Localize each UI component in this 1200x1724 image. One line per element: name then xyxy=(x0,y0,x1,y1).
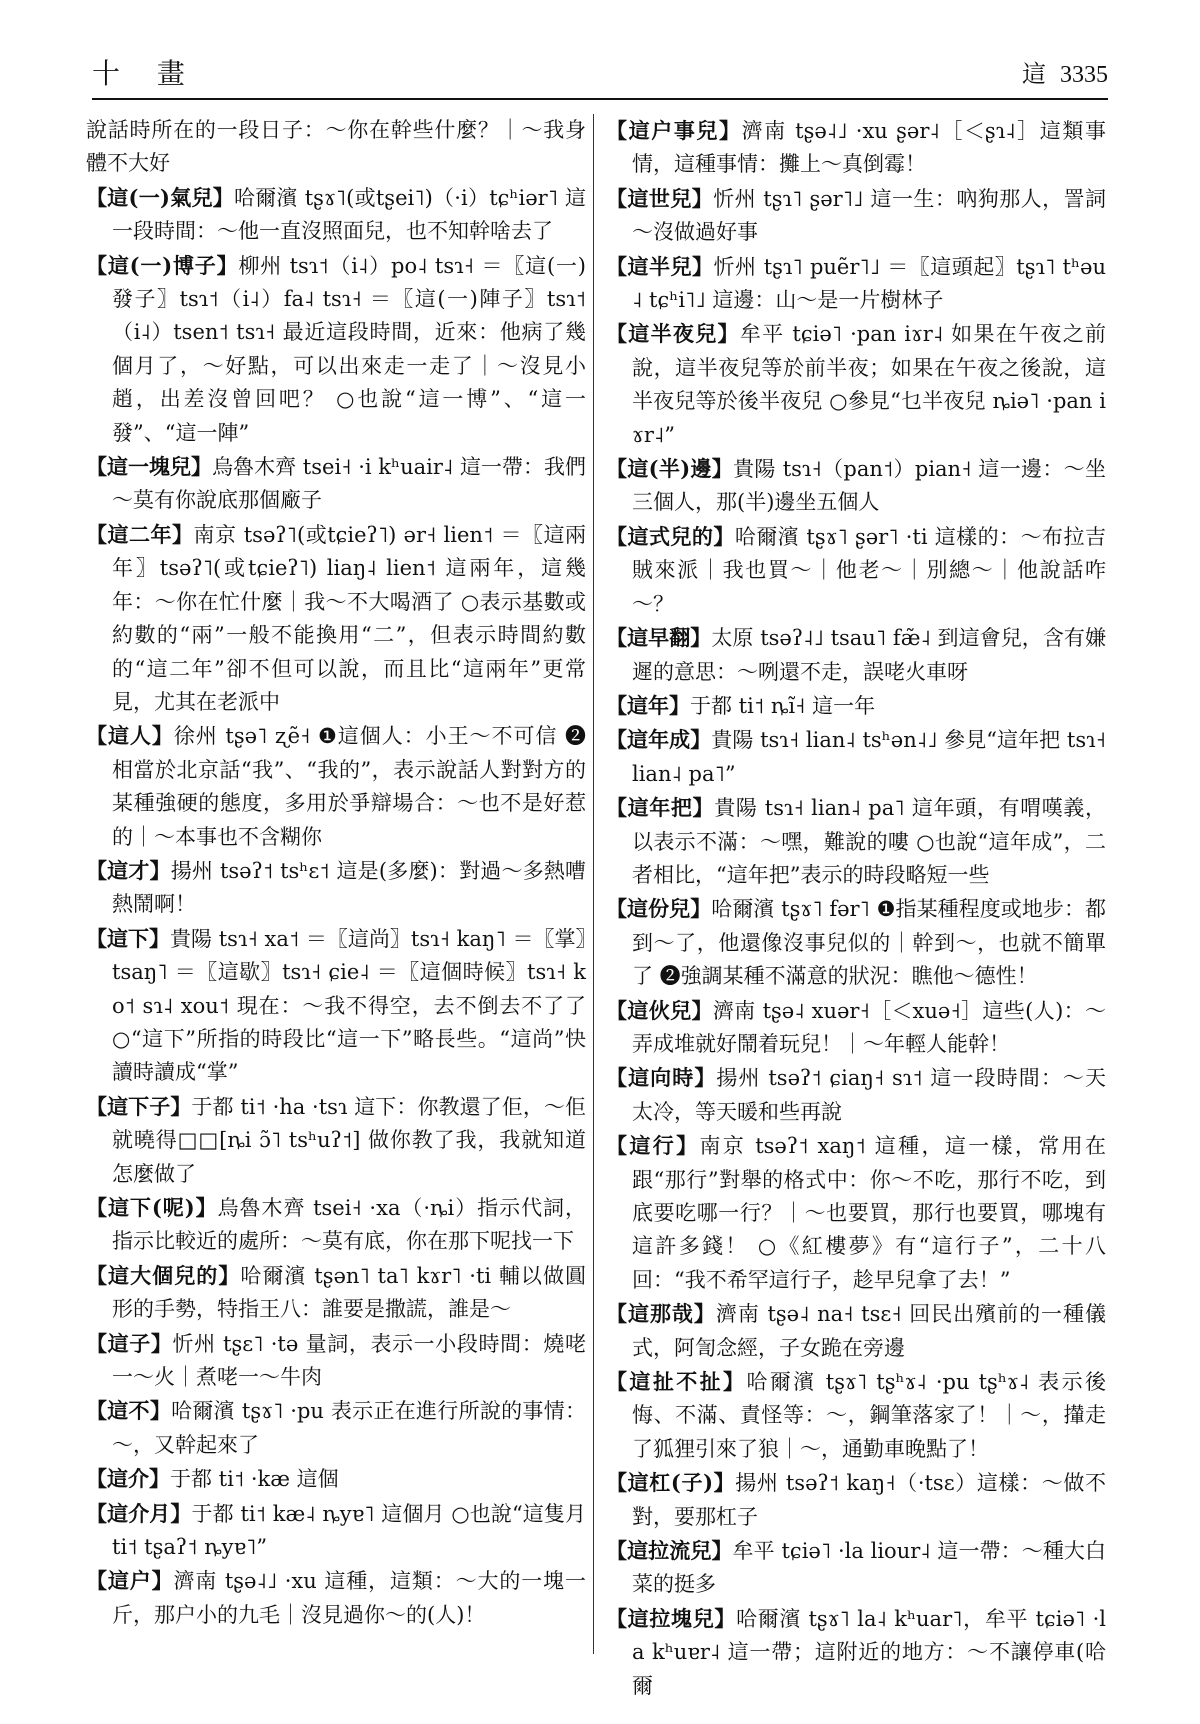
dictionary-entry xyxy=(86,1259,586,1327)
entry-headword: 【這下子】 xyxy=(86,1093,192,1119)
dictionary-entry xyxy=(606,892,1106,993)
dictionary-entry xyxy=(86,854,586,922)
dictionary-entry xyxy=(86,114,586,181)
dictionary-entry xyxy=(86,1090,586,1191)
entry-definition: 哈爾濱 tʂɤ˥ fər˥ ❶指某種程度或地步：都到～了，他還像沒事兒似的｜幹到～，也就不簡單了 ❷強調某種不滿意的狀況：瞧他～德性！ xyxy=(632,897,1107,989)
dictionary-entry xyxy=(86,1191,586,1259)
dictionary-entry xyxy=(606,1466,1106,1534)
dictionary-entry xyxy=(606,1129,1106,1297)
entry-headword: 【這年成】 xyxy=(606,727,712,753)
dictionary-entry xyxy=(606,250,1106,318)
entry-headword: 【這向時】 xyxy=(606,1065,717,1091)
entry-headword: 【這才】 xyxy=(86,857,171,883)
entry-headword: 【這世兒】 xyxy=(606,185,714,211)
dictionary-entry xyxy=(606,182,1106,250)
entry-definition: 濟南 tʂə˨˩ ·xu ʂər˨［＜ʂɿ˨］這類事情，這種事情：攤上～真倒霉！ xyxy=(632,119,1107,177)
entry-definition: 哈爾濱 tʂɤ˥(或tʂei˥)（·i）tɕʰiər˥ 這一段時間：～他一直沒照面兒，也不知幹啥去了 xyxy=(112,185,586,244)
entry-headword: 【這介】 xyxy=(86,1466,170,1492)
dictionary-entry xyxy=(606,520,1106,621)
entry-definition: 哈爾濱 tʂən˥ ta˥ kɤr˥ ·ti 輔以做圓形的手勢，特指王八：誰要是撒謊，誰是～ xyxy=(112,1263,587,1322)
dictionary-entry xyxy=(86,249,586,450)
entry-definition: 濟南 tʂə˨ na˧ tsɛ˧ 回民出殯前的一種儀式，阿訇念經，子女跪在旁邊 xyxy=(632,1302,1106,1360)
dictionary-entry xyxy=(86,1327,586,1395)
entry-definition: 烏魯木齊 tsei˧ ·xa（·ȵi）指示代詞，指示比較近的處所：～莫有底，你在那下呢找一下 xyxy=(112,1196,586,1254)
entry-definition: 柳州 tsɿ˦（i˨）po˨ tsɿ˧ ＝〖這(一)發子〗tsɿ˦（i˨）fa˨ tsɿ˧ ＝〖這(一)陣子〗tsɿ˦（i˨）tsen˦ tsɿ˧ 最近這段時間，近來：他病了幾個月了，～好點，可以出來走一走了｜～沒見小趙，出差沒曾回吧？ ○也說“這一博”、“這一發”、“這一陣” xyxy=(112,253,586,445)
headword-character: 這 xyxy=(1022,60,1046,88)
entry-headword: 【這大個兒的】 xyxy=(86,1262,241,1288)
entry-headword: 【這一塊兒】 xyxy=(86,454,213,480)
entry-definition: 哈爾濱 tʂɤ˥ tʂʰɤ˨ ·pu tʂʰɤ˨ 表示後悔、不滿、責怪等：～，鋼筆落家了！｜～，攆走了狐狸引來了狼｜～，通勤車晚點了！ xyxy=(632,1370,1107,1461)
entry-headword: 【這(一)博子】 xyxy=(86,252,239,278)
entry-headword: 【這扯不扯】 xyxy=(606,1369,747,1395)
entry-headword: 【這二年】 xyxy=(86,521,194,547)
entry-headword: 【這(半)邊】 xyxy=(606,456,734,482)
entry-headword: 【這不】 xyxy=(86,1398,172,1424)
entry-definition: 忻州 tʂɿ˥ ʂər˥˩ 這一生：吶狗那人，詈詞～沒做過好事 xyxy=(632,186,1106,245)
dictionary-entry xyxy=(606,689,1106,723)
dictionary-entry xyxy=(86,450,586,518)
entry-headword: 【這杠(子)】 xyxy=(606,1470,736,1496)
entry-definition: 太原 tsəʔ˨˩ tsau˥ fæ̃˨ 到這會兒，含有嫌遲的意思：～咧還不走，誤咾火車呀 xyxy=(632,626,1107,684)
entry-definition: 貴陽 tsɿ˧ lian˨ pa˥ 這年頭，有喟嘆義，以表示不滿：～嘿，難說的嘍 ○也說“這年成”，二者相比，“這年把”表示的時段略短一些 xyxy=(632,796,1107,887)
entry-definition: 貴陽 tsɿ˧ lian˨ tsʰən˨˩ 參見“這年把 tsɿ˧ lian˨ pa˥” xyxy=(632,728,1106,786)
entry-definition: 貴陽 tsɿ˧ xa˦ ＝〖這尚〗tsɿ˧ kaŋ˥ ＝〖掌〗tsaŋ˥ ＝〖這歇〗tsɿ˧ ɕie˨ ＝〖這個時候〗tsɿ˧ ko˦ sɿ˨ xou˦ 現在：～我不得空，去不倒去不了了 ○“這下”所指的時段比“這一下”略長些。“這尚”快讀時讀成“掌” xyxy=(112,926,586,1085)
left-column xyxy=(86,114,586,1632)
dictionary-entry xyxy=(86,1497,586,1565)
entry-headword: 【這户】 xyxy=(86,1568,174,1594)
entry-definition: 于都 ti˦ ·ha ·tsɿ 這下：你教還了佢，～佢就曉得□□[ȵi ɔ̃˥ tsʰuʔ˦] 做你教了我，我就知道怎麼做了 xyxy=(112,1094,586,1186)
entry-headword: 【這介月】 xyxy=(86,1500,192,1526)
entry-definition: 牟平 tɕiə˥ ·la liour˨ 這一帶：～種大白菜的挺多 xyxy=(632,1539,1107,1597)
entry-definition: 貴陽 tsɿ˧（pan˦）pian˧ 這一邊：～坐三個人，那(半)邊坐五個人 xyxy=(632,457,1106,515)
running-head xyxy=(1022,54,1108,89)
entry-definition: 揚州 tsəʔ˦ kaŋ˧（·tsɛ）這樣：～做不對，要那杠子 xyxy=(632,1471,1106,1529)
entry-definition: 忻州 tʂɛ˥ ·tə 量詞，表示一小段時間：燒咾一～火｜煮咾一～牛肉 xyxy=(112,1331,587,1390)
entry-headword: 【這拉塊兒】 xyxy=(606,1605,737,1631)
entry-headword: 【這份兒】 xyxy=(606,896,712,922)
entry-headword: 【這下】 xyxy=(86,925,171,951)
entry-headword: 【這式兒的】 xyxy=(606,523,735,549)
entry-headword: 【這那哉】 xyxy=(606,1301,716,1327)
dictionary-entry xyxy=(86,1462,586,1496)
entry-definition: 哈爾濱 tʂɤ˥ la˨ kʰuar˥，牟平 tɕiə˥ ·la kʰuɐr˨ 這一帶；這附近的地方：～不讓停車(哈爾 xyxy=(632,1606,1106,1698)
entry-headword: 【這人】 xyxy=(86,723,174,749)
entry-definition: 揚州 tsəʔ˦ tsʰɛ˦ 這是(多麼)：對過～多熱嘈熱鬧啊！ xyxy=(112,858,587,917)
entry-headword: 【這下(呢)】 xyxy=(86,1195,218,1220)
entry-definition: 濟南 tʂə˨ xuər˧［＜xuə˧］這些(人)：～弄成堆就好鬧着玩兒！｜～年輕人能幹！ xyxy=(632,998,1106,1056)
entry-definition: 于都 ti˦ ȵĩ˧ 這一年 xyxy=(690,693,876,718)
entry-definition: 烏魯木齊 tsei˧ ·i kʰuair˨ 這一帶：我們～莫有你說底那個廠子 xyxy=(112,455,587,513)
entry-definition: 哈爾濱 tʂɤ˥ ·pu 表示正在進行所說的事情：～，又幹起來了 xyxy=(112,1399,586,1457)
dictionary-entry xyxy=(86,1394,586,1462)
dictionary-entry xyxy=(606,994,1106,1062)
dictionary-entry xyxy=(606,1365,1106,1466)
entry-headword: 【這(一)氣兒】 xyxy=(86,184,234,210)
dictionary-entry xyxy=(606,317,1106,452)
entry-headword: 【這子】 xyxy=(86,1330,173,1356)
dictionary-entry xyxy=(606,723,1106,791)
entry-definition: 哈爾濱 tʂɤ˥ ʂər˥ ·ti 這樣的：～布拉吉賊來派｜我也買～｜他老～｜別總～｜他說話咋～？ xyxy=(632,524,1107,616)
dictionary-entry xyxy=(86,181,586,249)
right-column xyxy=(606,114,1106,1703)
entry-headword: 【這年把】 xyxy=(606,795,715,821)
dictionary-entry xyxy=(86,922,586,1090)
entry-definition: 南京 tsəʔ˦ xaŋ˦ 這種，這一樣，常用在跟“那行”對舉的格式中：你～不吃，那行不吃，到底要吃哪一行？｜～也要買，那行也要買，哪塊有這許多錢！ ○《紅樓夢》有“這行子”，二十八回：“我不希罕這行子，趁早兒拿了去！” xyxy=(632,1134,1106,1292)
dictionary-entry xyxy=(86,518,586,719)
entry-headword: 【這户事兒】 xyxy=(606,118,742,143)
dictionary-entry xyxy=(606,1602,1106,1703)
page-number: 3335 xyxy=(1060,62,1108,88)
column-divider xyxy=(593,114,594,1654)
entry-headword: 【這伙兒】 xyxy=(606,997,713,1023)
dictionary-entry xyxy=(606,452,1106,520)
section-title: 十 畫 xyxy=(92,57,199,90)
entry-headword: 【這半夜兒】 xyxy=(606,321,740,347)
entry-definition: 于都 ti˦ ·kæ 這個 xyxy=(170,1467,339,1492)
entry-definition: 濟南 tʂə˨˩ ·xu 這種，這類：～大的一塊一斤，那户小的九毛｜沒見過你～的(人)！ xyxy=(112,1569,586,1627)
entry-definition: 徐州 tʂə˥ ʐẽ˧ ❶這個人：小王～不可信 ❷相當於北京話“我”、“我的”，表示說話人對對方的某種強硬的態度，多用於爭辯場合：～也不是好惹的｜～本事也不含糊你 xyxy=(112,724,586,849)
entry-definition: 忻州 tʂɿ˥ puẽr˥˩ ＝〖這頭起〗tʂɿ˥ tʰəu˨ tɕʰi˥˩ 這邊：山～是一片樹林子 xyxy=(632,254,1107,313)
dictionary-entry xyxy=(86,719,586,854)
entry-definition: 牟平 tɕiə˥ ·pan iɤr˨ 如果在午夜之前說，這半夜兒等於前半夜；如果在午夜之後說，這半夜兒等於後半夜兒 ○參見“乜半夜兒 ȵiə˥ ·pan iɤr˨” xyxy=(632,322,1106,447)
entry-headword: 【這行】 xyxy=(606,1133,700,1159)
page-header xyxy=(92,52,1108,100)
entry-headword: 【這拉流兒】 xyxy=(606,1538,733,1564)
entry-definition: 于都 ti˦ kæ˨ ȵyɐ˥ 這個月 ○也說“這隻月 ti˦ tʂaʔ˦ ȵyɐ˥” xyxy=(112,1501,586,1560)
dictionary-entry xyxy=(606,1297,1106,1365)
entry-headword: 【這年】 xyxy=(606,692,690,718)
entry-headword: 【這半兒】 xyxy=(606,253,714,279)
dictionary-entry xyxy=(606,791,1106,892)
dictionary-entry xyxy=(606,621,1106,689)
dictionary-entry xyxy=(86,1564,586,1632)
entry-headword: 【這早翻】 xyxy=(606,625,712,651)
dictionary-entry xyxy=(606,1061,1106,1129)
entry-definition: 南京 tsəʔ˥(或tɕieʔ˥) ər˧ lien˦ ＝〖這兩年〗tsəʔ˥(或tɕieʔ˥) liaŋ˨ lien˦ 這兩年，這幾年：～你在忙什麼｜我～不大喝酒了 ○表示基數或約數的“兩”一般不能換用“二”，但表示時間約數的“這二年”卻不但可以說，而且比“這兩年”更常見，尤其在老派中 xyxy=(112,522,587,714)
entry-definition: 揚州 tsəʔ˦ ɕiaŋ˧ sɿ˦ 這一段時間：～天太冷，等天暖和些再說 xyxy=(632,1066,1106,1124)
entry-definition: 說話時所在的一段日子：～你在幹些什麼？｜～我身體不大好 xyxy=(86,118,586,176)
dictionary-entry xyxy=(606,1534,1106,1602)
dictionary-entry xyxy=(606,114,1106,182)
